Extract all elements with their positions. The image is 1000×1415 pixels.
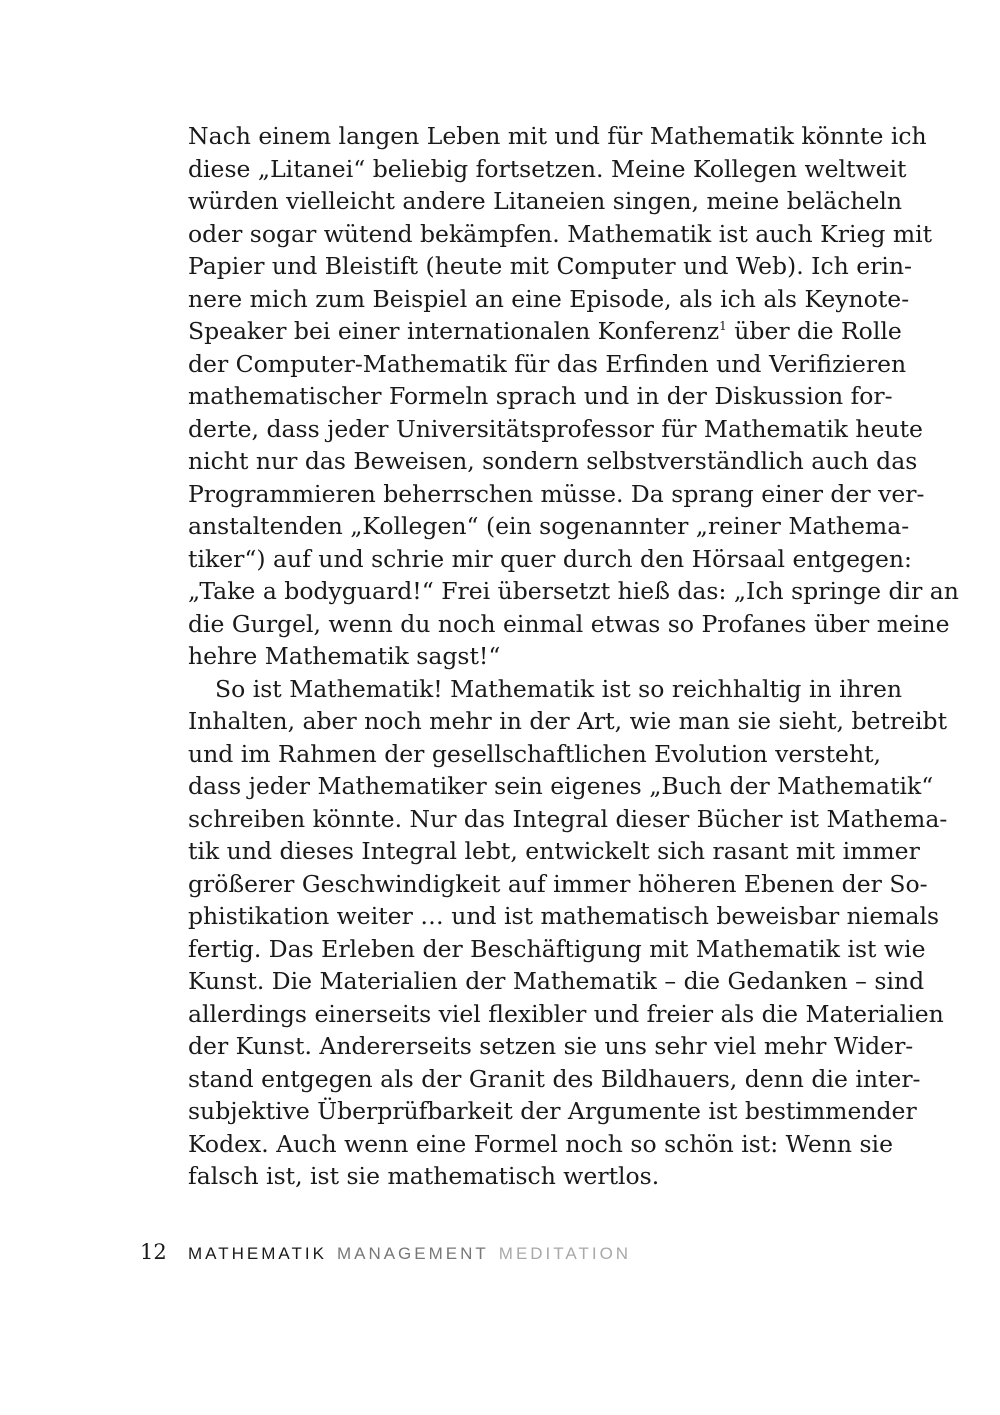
text-line: mathematischer Formeln sprach und in der Diskussion for- [188,382,893,410]
text-line: nere mich zum Beispiel an eine Episode, als ich als Keynote- [188,284,910,313]
text-line: tiker“) auf und schrie mir quer durch den Hörsaal entgegen: [188,544,912,573]
text-line: anstaltenden „Kollegen“ (ein sogenannter „reiner Mathema- [188,512,910,540]
paragraph-2 [188,673,948,1193]
text-line: stand entgegen als der Granit des Bildhauers, denn die inter- [188,1064,921,1093]
text-line: falsch ist, ist sie mathematisch wertlos. [188,1162,660,1190]
text-segment: über die Rolle [726,317,902,345]
text-line: fertig. Das Erleben der Beschäftigung mit Mathematik ist wie [188,934,926,963]
page-number: 12 [140,1240,167,1264]
text-line: tik und dieses Integral lebt, entwickelt sich rasant mit immer [188,837,920,865]
series-title-word-2: MANAGEMENT [336,1244,489,1263]
series-title-word-3: MEDITATION [498,1244,632,1263]
text-line: hehre Mathematik sagst!“ [188,642,501,670]
text-line: „Take a bodyguard!“ Frei übersetzt hieß das: „Ich springe dir an [188,577,959,605]
text-line: Nach einem langen Leben mit und für Mathematik könnte ich [188,122,927,150]
text-line: subjektive Überprüfbarkeit der Argumente ist bestimmender [188,1097,917,1125]
text-line: würden vielleicht andere Litaneien singen, meine belächeln [188,187,903,215]
text-line: der Kunst. Andererseits setzen sie uns sehr viel mehr Wider- [188,1032,914,1060]
text-line: diese „Litanei“ beliebig fortsetzen. Meine Kollegen weltweit [188,154,907,183]
paragraph-1 [188,120,959,673]
text-line: allerdings einerseits viel flexibler und freier als die Materialien [188,999,944,1028]
text-line: phistikation weiter … und ist mathematisch beweisbar niemals [188,902,940,930]
text-line: schreiben könnte. Nur das Integral dieser Bücher ist Mathema- [188,804,948,833]
text-line: nicht nur das Beweisen, sondern selbstverständlich auch das [188,447,918,475]
text-line: Papier und Bleistift (heute mit Computer und Web). Ich erin- [188,252,912,280]
text-line: dass jeder Mathematiker sein eigenes „Buch der Mathematik“ [188,772,934,800]
footnote-reference[interactable]: 1 [719,319,727,333]
text-line: oder sogar wütend bekämpfen. Mathematik ist auch Krieg mit [188,219,933,248]
series-title-word-1: MATHEMATIK [188,1244,327,1263]
page-footer [140,1240,641,1270]
text-line: derte, dass jeder Universitätsprofessor für Mathematik heute [188,414,923,443]
text-line: So ist Mathematik! Mathematik ist so reichhaltig in ihren [215,674,902,703]
text-segment: Speaker bei einer internationalen Konferenz [188,317,720,345]
text-line: Kunst. Die Materialien der Mathematik – die Gedanken – sind [188,967,925,995]
text-line: die Gurgel, wenn du noch einmal etwas so Profanes über meine [188,609,950,638]
text-line-with-footnote [188,315,902,348]
text-line: Inhalten, aber noch mehr in der Art, wie man sie sieht, betreibt [188,707,948,735]
text-line: größerer Geschwindigkeit auf immer höheren Ebenen der So- [188,869,928,898]
text-line: Kodex. Auch wenn eine Formel noch so schön ist: Wenn sie [188,1129,893,1158]
text-line: der Computer-Mathematik für das Erfinden und Verifizieren [188,349,907,378]
text-line: Programmieren beherrschen müsse. Da sprang einer der ver- [188,479,925,508]
text-line: und im Rahmen der gesellschaftlichen Evolution versteht, [188,739,881,768]
body-text [188,120,959,1193]
